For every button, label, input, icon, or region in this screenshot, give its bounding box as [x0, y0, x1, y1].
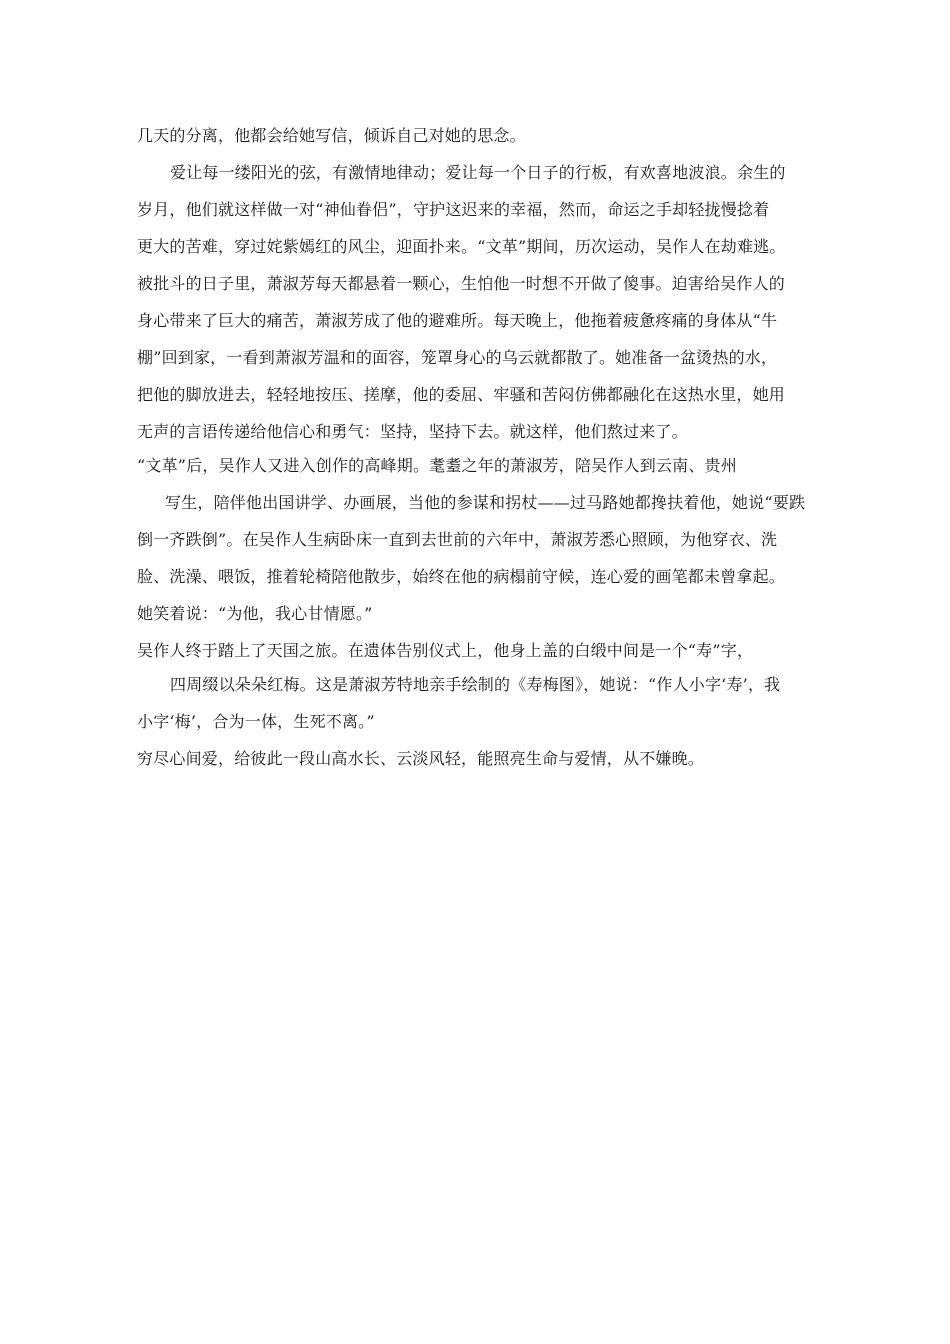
text-line-10: “文革”后，吴作人又进入创作的高峰期。耄耋之年的萧淑芳，陪吴作人到云南、贵州 — [137, 456, 737, 475]
text-line-9: 无声的言语传递给他信心和勇气：坚持，坚持下去。就这样，他们熬过来了。 — [137, 422, 688, 441]
text-line-16: 四周缀以朵朵红梅。这是萧淑芳特地亲手绘制的《寿梅图》，她说：“作人小字‘寿’，我 — [170, 675, 781, 694]
text-line-13: 脸、洗澡、喂饭，推着轮椅陪他散步，始终在他的病榻前守候，连心爱的画笔都未曾拿起。 — [137, 567, 786, 586]
text-line-4: 更大的苦难，穿过姹紫嫣红的风尘，迎面扑来。“文革”期间，历次运动，吴作人在劫难逃。 — [137, 237, 786, 256]
text-line-11: 写生，陪伴他出国讲学、办画展，当他的参谋和拐杖——过马路她都搀扶着他，她说“要跌 — [165, 493, 806, 512]
text-line-14: 她笑着说：“为他，我心甘情愿。” — [137, 604, 373, 623]
text-line-7: 棚”回到家，一看到萧淑芳温和的面容，笼罩身心的乌云就都散了。她准备一盆烫热的水， — [137, 348, 778, 367]
text-line-12: 倒一齐跌倒”。在吴作人生病卧床一直到去世前的六年中，萧淑芳悉心照顾，为他穿衣、洗 — [137, 530, 778, 549]
text-line-8: 把他的脚放进去，轻轻地按压、搓摩，他的委屈、牢骚和苦闷仿佛都融化在这热水里，她用 — [137, 385, 786, 404]
text-line-5: 被批斗的日子里，萧淑芳每天都悬着一颗心，生怕他一时想不开做了傻事。迫害给吴作人的 — [137, 274, 786, 293]
text-line-3: 岁月，他们就这样做一对“神仙眷侣”，守护这迟来的幸福，然而，命运之手却轻拢慢捻着 — [137, 200, 770, 219]
text-line-6: 身心带来了巨大的痛苦，萧淑芳成了他的避难所。每天晚上，他拖着疲惫疼痛的身体从“牛 — [137, 311, 778, 330]
text-line-1: 几天的分离，他都会给她写信，倾诉自己对她的思念。 — [137, 126, 526, 145]
text-line-17: 小字‘梅’，合为一体，生死不离。” — [137, 712, 375, 731]
text-line-2: 爱让每一缕阳光的弦，有激情地律动；爱让每一个日子的行板，有欢喜地波浪。余生的 — [170, 163, 786, 182]
text-line-18: 穷尽心间爱，给彼此一段山高水长、云淡风轻，能照亮生命与爱情，从不嫌晚。 — [137, 749, 705, 768]
text-line-15: 吴作人终于踏上了天国之旅。在遗体告别仪式上，他身上盖的白缎中间是一个“寿”字， — [137, 641, 754, 660]
